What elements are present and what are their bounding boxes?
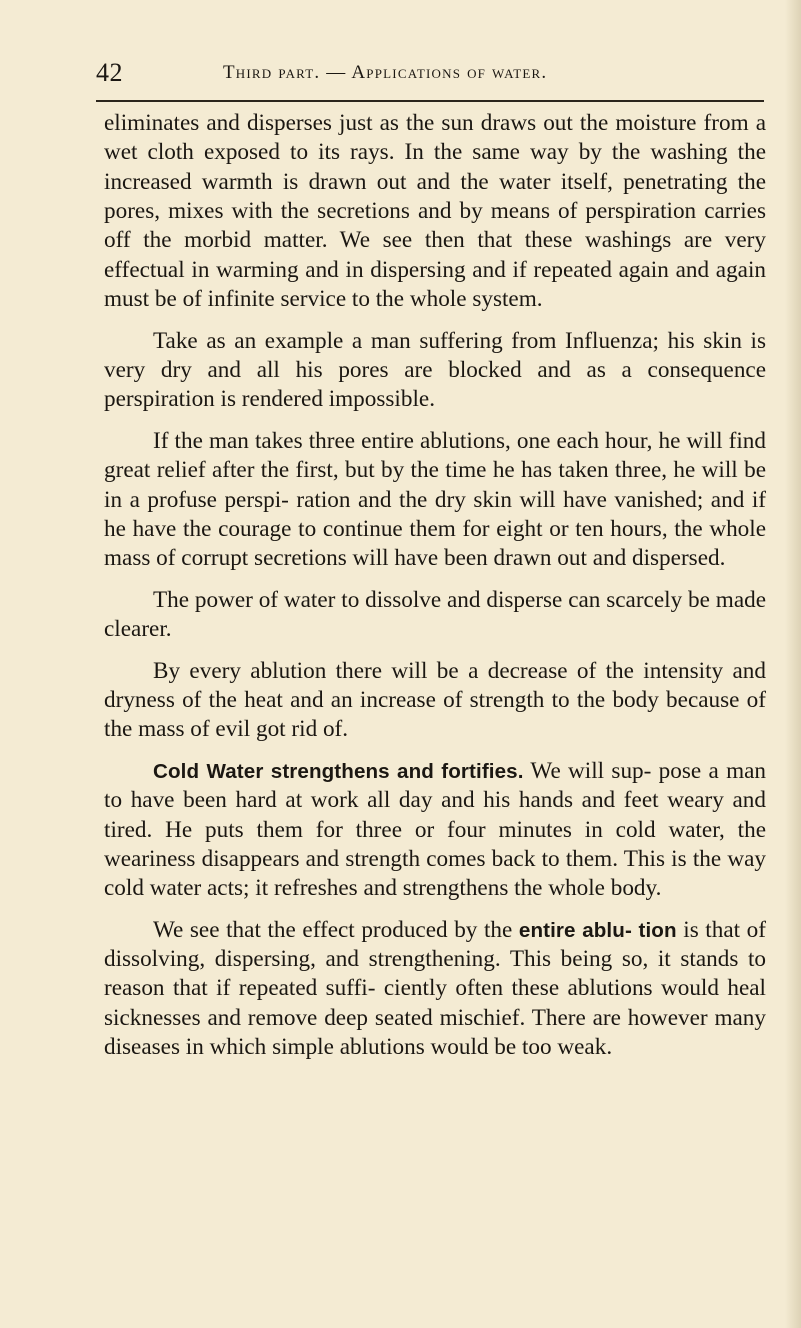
running-head: Third part. — Applications of water. (223, 62, 548, 83)
paragraph-text: The power of water to dissolve and disperse can scarcely be made clearer. (104, 586, 766, 643)
paragraph-text: If the man takes three entire ablutions, one each hour, he will find great relief after the first, but by the time he has taken three, he will be in a profuse perspi- ration and the dry skin will have vanished; and if he have the courage to continue them for eight or ten hours, the whole mass of corrupt secretions will have been drawn out and dispersed. (104, 427, 766, 572)
page-edge (785, 0, 801, 1328)
paragraph-influenza-example (104, 327, 766, 415)
page-header (96, 59, 766, 89)
header-rule (96, 100, 764, 102)
paragraph-text: By every ablution there will be a decrease of the intensity and dryness of the heat and an increase of strength to the body because of the mass of evil got rid of. (104, 657, 766, 743)
paragraph-text: eliminates and disperses just as the sun draws out the moisture from a wet cloth exposed to its rays. In the same way by the washing the increased warmth is drawn out and the water itself, penetrating the pores, mixes with the secretions and by means of perspiration carries off the morbid matter. We see then that these washings are very effectual in warming and in dispersing and if repeated again and again must be of infinite service to the whole system. (104, 110, 766, 313)
paragraph-text: is that of dissolving, dispersing, and strengthening. This being so, it stands to reason that if repeated suffi- ciently often these ablutions would heal sicknesses and remove deep seated mischief. There are however many diseases in which simple ablutions would be too weak. (104, 916, 766, 1061)
paragraph-continuation (104, 109, 766, 314)
paragraph-three-ablutions (104, 427, 766, 574)
page-number: 42 (96, 58, 123, 87)
paragraph-text-before: We see that the effect produced by the (153, 916, 519, 943)
bold-heading: Cold Water strengthens and fortifies. (153, 759, 524, 783)
paragraph-cold-water (104, 757, 766, 904)
body-text (104, 109, 766, 1075)
paragraph-every-ablution (104, 657, 766, 745)
bold-term: entire ablu- tion (518, 918, 677, 942)
paragraph-text: We will sup- pose a man to have been hard at work all day and his hands and feet weary and tired. He puts them for three or four minutes in cold water, the weariness disappears and strength comes back to them. This is the way cold water acts; it refreshes and strengthens the whole body. (104, 757, 766, 902)
paragraph-text: Take as an example a man suffering from Influenza; his skin is very dry and all his pores are blocked and as a consequence perspiration is rendered impossible. (104, 327, 766, 413)
paragraph-entire-ablution (104, 916, 766, 1063)
paragraph-power-of-water (104, 586, 766, 645)
